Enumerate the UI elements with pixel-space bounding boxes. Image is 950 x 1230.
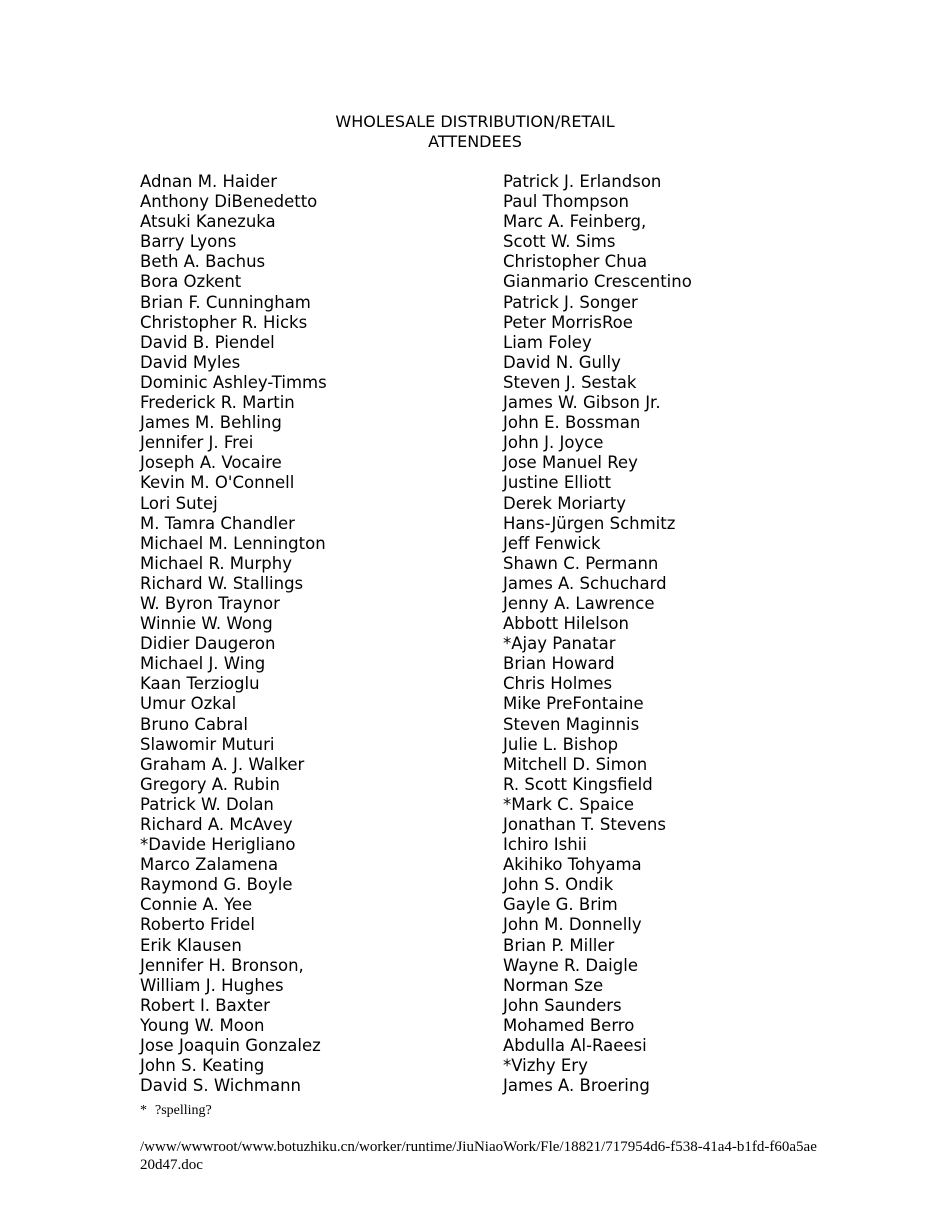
attendee-name: Michael M. Lennington — [140, 533, 326, 553]
attendee-name: Winnie W. Wong — [140, 614, 273, 634]
attendee-name: John J. Joyce — [503, 433, 604, 453]
attendee-name: David S. Wichmann — [140, 1076, 302, 1096]
attendee-name: *Davide Herigliano — [140, 835, 296, 855]
attendee-name: Derek Moriarty — [503, 493, 627, 513]
attendee-name: Kevin M. O'Connell — [140, 473, 295, 493]
attendee-name: Connie A. Yee — [140, 895, 253, 915]
attendee-name: Marco Zalamena — [140, 855, 279, 875]
attendee-name: Brian F. Cunningham — [140, 292, 311, 312]
attendee-name: James A. Schuchard — [503, 573, 667, 593]
attendee-name: Abbott Hilelson — [503, 614, 629, 634]
attendee-name: Michael J. Wing — [140, 654, 266, 674]
attendee-name: Jonathan T. Stevens — [503, 815, 666, 834]
attendee-name: Justine Elliott — [503, 473, 612, 493]
page-title — [0, 112, 950, 152]
attendee-name: James A. Broering — [503, 1076, 650, 1096]
attendee-name: William J. Hughes — [140, 975, 284, 995]
attendee-name: Richard A. McAvey — [140, 815, 293, 834]
attendee-name: Steven J. Sestak — [503, 372, 637, 392]
attendee-name: Hans-Jürgen Schmitz — [503, 513, 676, 533]
attendee-name: Raymond G. Boyle — [140, 875, 293, 895]
attendee-name: Jennifer H. Bronson, — [140, 955, 304, 975]
attendee-name: Christopher Chua — [503, 252, 648, 272]
attendee-name: Ichiro Ishii — [503, 835, 587, 855]
attendee-name: Graham A. J. Walker — [140, 754, 305, 774]
attendee-name: Patrick W. Dolan — [140, 794, 274, 814]
attendee-name: Lori Sutej — [140, 493, 218, 513]
attendee-name: Steven Maginnis — [503, 714, 640, 734]
attendee-name: Patrick J. Songer — [503, 292, 638, 312]
attendee-name: Julie L. Bishop — [503, 734, 619, 754]
attendee-name: Christopher R. Hicks — [140, 312, 308, 332]
attendee-name: Bora Ozkent — [140, 272, 242, 292]
attendee-name: John M. Donnelly — [503, 915, 642, 935]
attendee-name: David N. Gully — [503, 352, 621, 372]
attendee-name: Scott W. Sims — [503, 232, 616, 252]
attendee-name: *Ajay Panatar — [503, 634, 616, 654]
attendee-name: Mike PreFontaine — [503, 694, 644, 714]
attendee-name: Erik Klausen — [140, 935, 242, 955]
attendee-name: James W. Gibson Jr. — [503, 393, 661, 413]
attendee-name: Abdulla Al-Raeesi — [503, 1036, 647, 1056]
attendee-name: M. Tamra Chandler — [140, 513, 295, 533]
attendee-list-left — [140, 172, 327, 1096]
attendee-name: John Saunders — [503, 995, 622, 1015]
attendee-name: Mitchell D. Simon — [503, 754, 648, 774]
attendee-name: Mohamed Berro — [503, 1015, 635, 1035]
attendee-name: Liam Foley — [503, 332, 592, 352]
file-path: /www/wwwroot/www.botuzhiku.cn/worker/runtime/JiuNiaoWork/Fle/18821/717954d6-f538-41a4-b1fd-f60a5ae20d47.doc — [140, 1139, 817, 1173]
attendee-name: Paul Thompson — [503, 192, 629, 212]
attendee-name: Jose Manuel Rey — [503, 453, 638, 473]
attendee-list-right — [503, 172, 692, 1096]
attendee-name: Gianmario Crescentino — [503, 272, 692, 292]
attendee-name: Young W. Moon — [140, 1015, 265, 1035]
attendee-name: Jennifer J. Frei — [140, 433, 254, 453]
page-title-line-1: WHOLESALE DISTRIBUTION/RETAIL — [335, 112, 615, 131]
attendee-name: Jose Joaquin Gonzalez — [140, 1036, 321, 1056]
attendee-name: Robert I. Baxter — [140, 995, 270, 1015]
attendee-name: Patrick J. Erlandson — [503, 172, 662, 191]
attendee-name: John E. Bossman — [503, 413, 641, 433]
attendee-name: Dominic Ashley-Timms — [140, 372, 327, 392]
attendee-name: Frederick R. Martin — [140, 393, 295, 413]
attendee-name: *Vizhy Ery — [503, 1056, 588, 1076]
page-title-line-2: ATTENDEES — [428, 132, 522, 151]
attendee-name: Michael R. Murphy — [140, 553, 292, 573]
attendee-name: Adnan M. Haider — [140, 172, 277, 191]
attendee-name: David B. Piendel — [140, 332, 275, 352]
attendee-name: Wayne R. Daigle — [503, 955, 638, 975]
attendee-name: R. Scott Kingsfield — [503, 774, 653, 794]
attendee-name: Beth A. Bachus — [140, 252, 266, 272]
attendee-name: Brian P. Miller — [503, 935, 615, 955]
attendee-name: Norman Sze — [503, 975, 604, 995]
attendee-name: Umur Ozkal — [140, 694, 237, 714]
attendee-name: Marc A. Feinberg, — [503, 212, 647, 232]
footnote-mark: * — [140, 1103, 147, 1118]
attendee-name: Chris Holmes — [503, 674, 613, 694]
attendee-name: John S. Keating — [140, 1056, 265, 1076]
attendee-name: Akihiko Tohyama — [503, 855, 642, 875]
attendee-name: John S. Ondik — [503, 875, 614, 895]
attendee-name: Richard W. Stallings — [140, 573, 304, 593]
attendee-name: Didier Daugeron — [140, 634, 276, 654]
attendee-name: Bruno Cabral — [140, 714, 248, 734]
attendee-name: Gayle G. Brim — [503, 895, 618, 915]
attendee-name: Slawomir Muturi — [140, 734, 275, 754]
attendee-name: Shawn C. Permann — [503, 553, 659, 573]
footnote — [140, 1102, 212, 1120]
attendee-name: Joseph A. Vocaire — [140, 453, 282, 473]
attendee-name: Jeff Fenwick — [503, 533, 601, 553]
attendee-name: James M. Behling — [140, 413, 282, 433]
attendee-name: Roberto Fridel — [140, 915, 255, 935]
attendee-name: Kaan Terzioglu — [140, 674, 260, 694]
attendee-name: Atsuki Kanezuka — [140, 212, 276, 232]
attendee-name: W. Byron Traynor — [140, 593, 280, 613]
attendee-name: Jenny A. Lawrence — [503, 593, 655, 613]
attendee-name: *Mark C. Spaice — [503, 794, 635, 814]
attendee-name: Gregory A. Rubin — [140, 774, 280, 794]
attendee-name: Barry Lyons — [140, 232, 237, 252]
attendee-name: David Myles — [140, 352, 241, 372]
attendee-name: Peter MorrisRoe — [503, 312, 633, 332]
attendee-name: Anthony DiBenedetto — [140, 192, 318, 212]
footnote-text: ?spelling? — [155, 1103, 212, 1118]
attendee-name: Brian Howard — [503, 654, 615, 674]
